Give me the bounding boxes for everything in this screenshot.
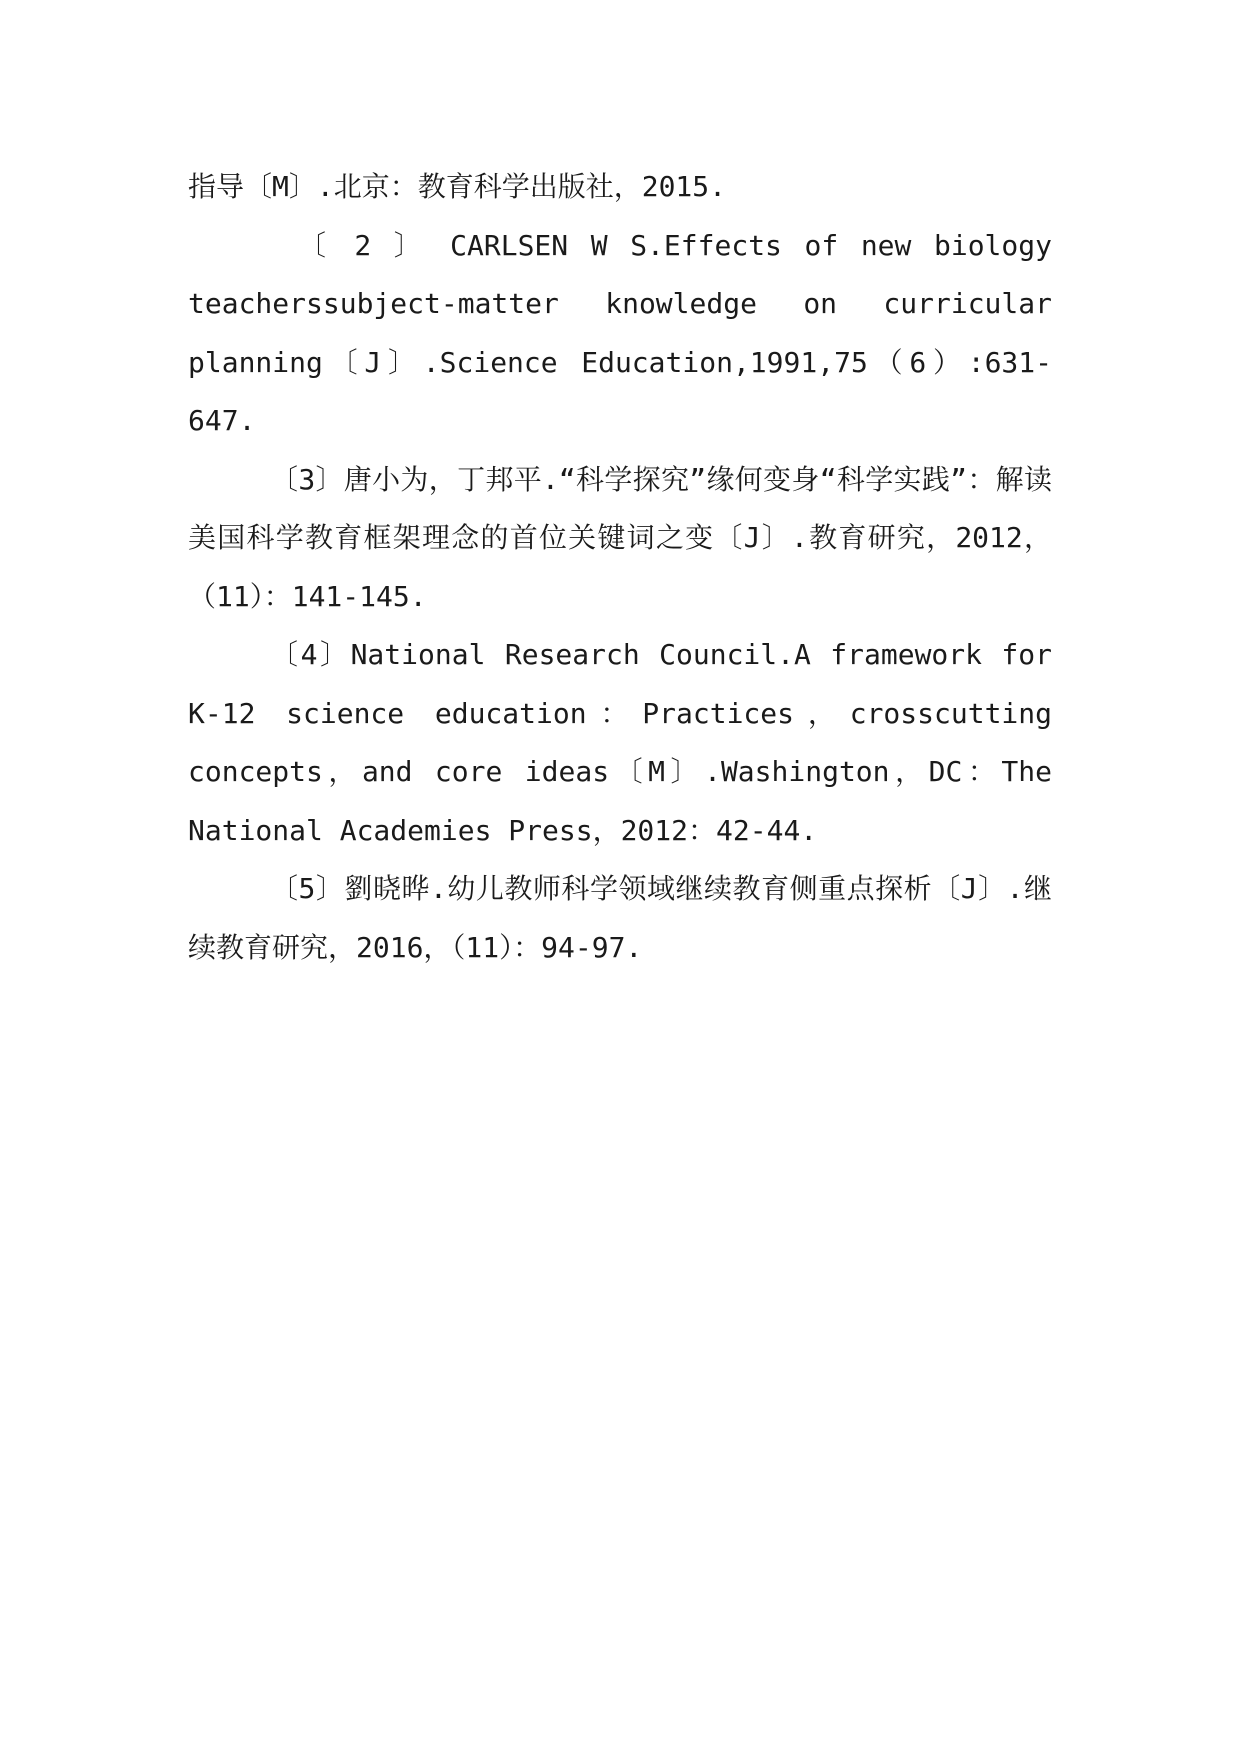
reference-1-continuation: 指导〔M〕.北京：教育科学出版社，2015. [188,170,727,203]
reference-3: 〔3〕唐小为，丁邦平.“科学探究”缘何变身“科学实践”：解读美国科学教育框架理念的首位关键词之变〔J〕.教育研究，2012，（11）：141-145. [188,462,1052,613]
reference-4: 〔4〕National Research Council.A framework for K-12 science education：Practices，crosscutting concepts，and core ideas〔M〕.Washington，DC：The National Academies Press，2012：42-44. [188,638,1052,847]
reference-2: 〔 2 〕 CARLSEN W S.Effects of new biology teacherssubject-matter knowledge on curricular planning〔J〕.Science Education,1991,75（6）:631-647. [188,228,1052,437]
reference-5: 〔5〕劉晓晔.幼儿教师科学领域继续教育侧重点探析〔J〕.继续教育研究，2016，（11）：94-97. [188,872,1052,964]
references-list [188,158,1052,977]
